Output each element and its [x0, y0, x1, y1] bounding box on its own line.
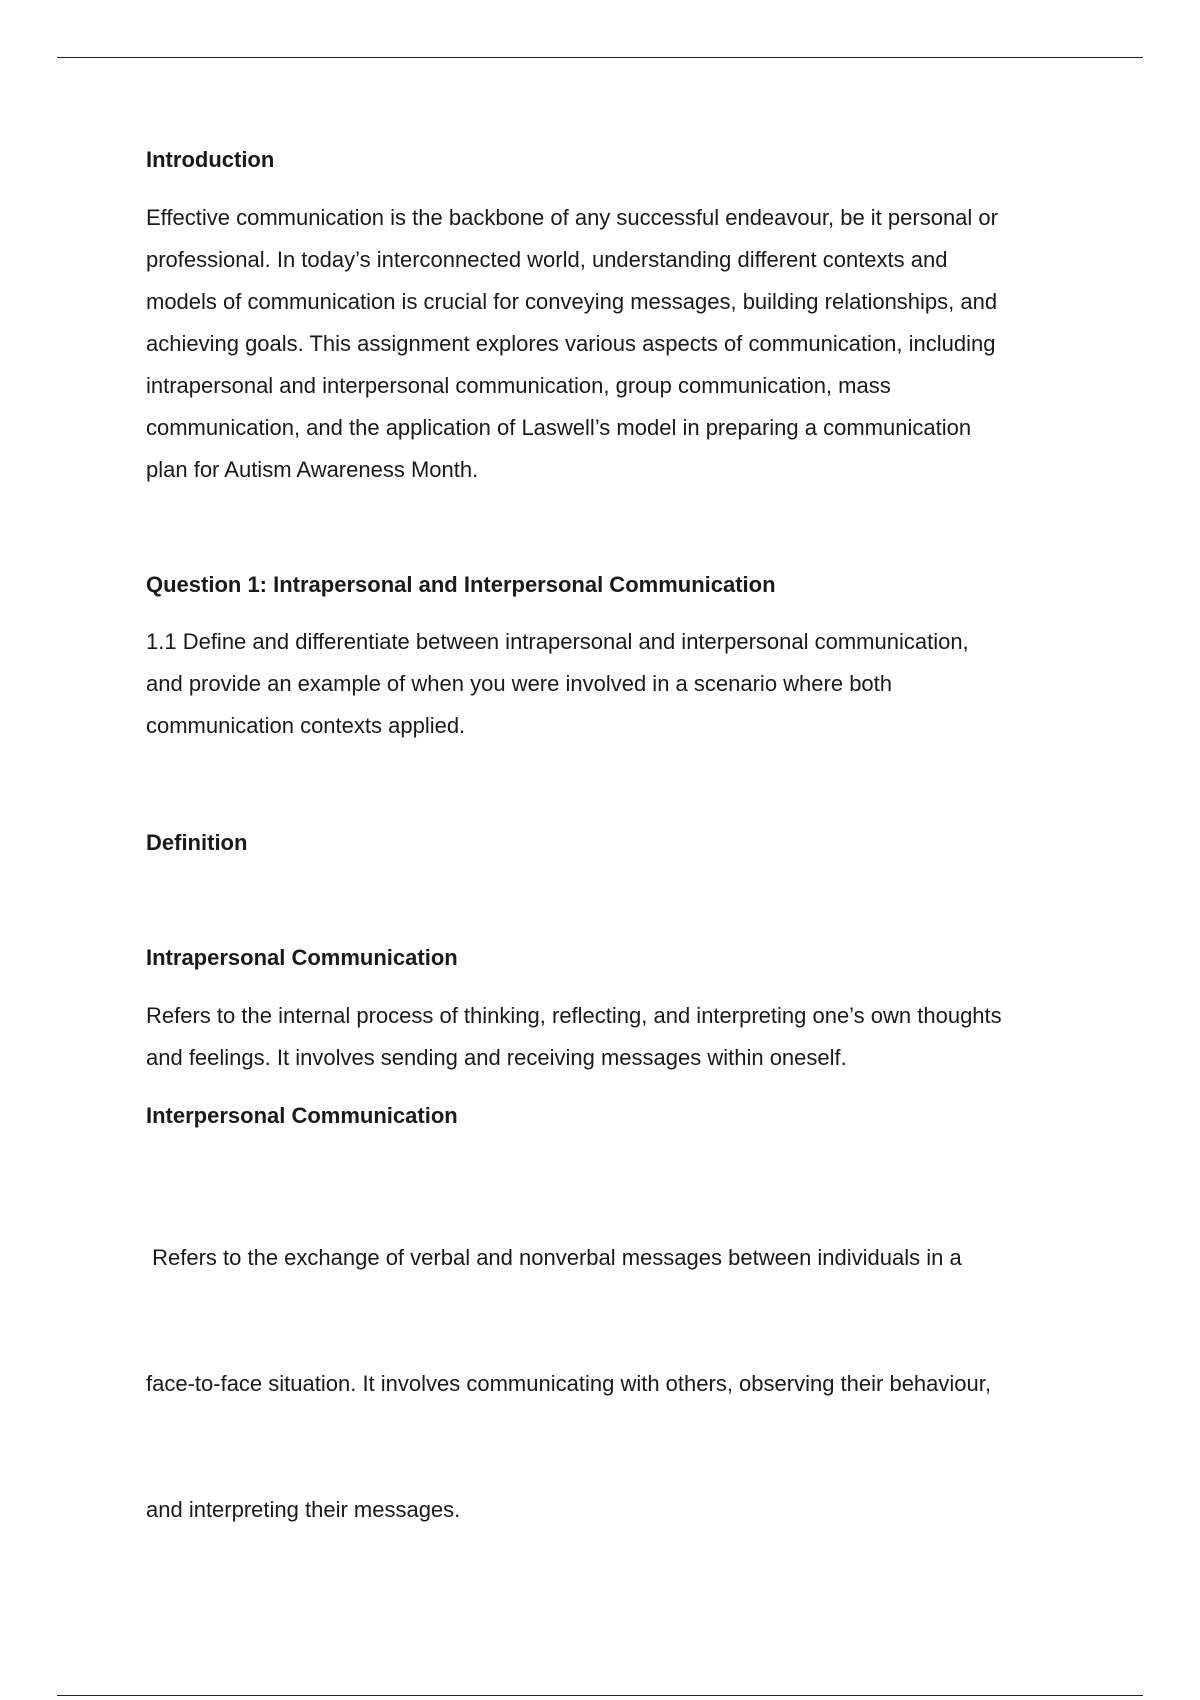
paragraph-line: professional. In today’s interconnected world, understanding different contexts and — [146, 247, 948, 272]
paragraph-line: Refers to the exchange of verbal and nonverbal messages between individuals in a — [146, 1245, 962, 1270]
interpersonal-paragraph — [146, 1153, 991, 1615]
paragraph-line: 1.1 Define and differentiate between intrapersonal and interpersonal communication, — [146, 629, 969, 654]
paragraph-line: intrapersonal and interpersonal communication, group communication, mass — [146, 373, 891, 398]
intrapersonal-paragraph — [146, 995, 1002, 1079]
paragraph-line: Effective communication is the backbone of any successful endeavour, be it personal or — [146, 205, 998, 230]
paragraph-line: plan for Autism Awareness Month. — [146, 457, 479, 482]
paragraph-line: Refers to the internal process of thinking, reflecting, and interpreting one’s own thoughts — [146, 1003, 1002, 1028]
interpersonal-heading: Interpersonal Communication — [146, 1103, 458, 1128]
paragraph-line: and feelings. It involves sending and receiving messages within oneself. — [146, 1045, 847, 1070]
paragraph-line: and provide an example of when you were involved in a scenario where both — [146, 671, 893, 696]
introduction-heading: Introduction — [146, 147, 275, 172]
footer-rule — [57, 1695, 1143, 1696]
intrapersonal-heading: Intrapersonal Communication — [146, 945, 458, 970]
paragraph-line: communication, and the application of Laswell’s model in preparing a communication — [146, 415, 972, 440]
paragraph-line: and interpreting their messages. — [146, 1497, 461, 1522]
paragraph-line: achieving goals. This assignment explores various aspects of communication, including — [146, 331, 996, 356]
question-1-paragraph — [146, 621, 969, 747]
paragraph-line: models of communication is crucial for conveying messages, building relationships, and — [146, 289, 998, 314]
question-1-heading: Question 1: Intrapersonal and Interpersonal Communication — [146, 572, 776, 597]
header-rule — [57, 57, 1143, 58]
introduction-paragraph — [146, 197, 998, 491]
paragraph-line: face-to-face situation. It involves communicating with others, observing their behaviour, — [146, 1371, 991, 1396]
definition-heading: Definition — [146, 830, 248, 855]
paragraph-line: communication contexts applied. — [146, 713, 466, 738]
